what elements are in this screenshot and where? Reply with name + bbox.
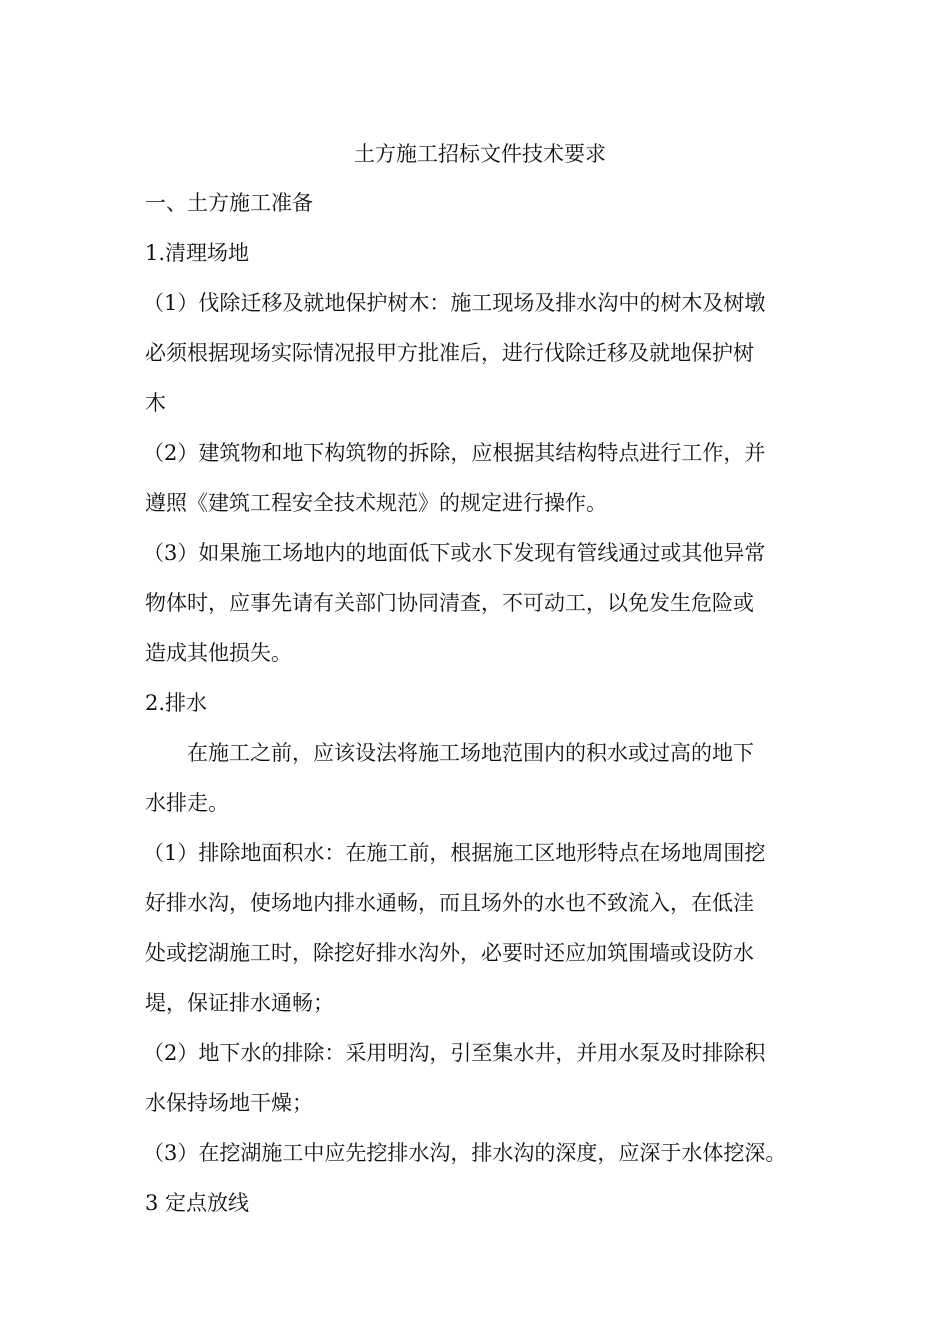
paragraph-line: 堤，保证排水通畅； bbox=[145, 991, 334, 1015]
paragraph-line: 造成其他损失。 bbox=[145, 641, 292, 665]
subsection-heading-1-1: 1.清理场地 bbox=[145, 241, 250, 265]
paragraph-line: （1）伐除迁移及就地保护树木：施工现场及排水沟中的树木及树墩 bbox=[143, 291, 766, 315]
paragraph-line: 好排水沟，使场地内排水通畅，而且场外的水也不致流入，在低洼 bbox=[145, 891, 754, 915]
paragraph-line: 水保持场地干燥； bbox=[145, 1091, 313, 1115]
paragraph-line: 木 bbox=[145, 391, 166, 415]
document-title: 土方施工招标文件技术要求 bbox=[354, 142, 606, 166]
paragraph-line: 处或挖湖施工时，除挖好排水沟外，必要时还应加筑围墙或设防水 bbox=[145, 941, 754, 965]
section-heading-1: 一、土方施工准备 bbox=[145, 191, 313, 215]
paragraph-line: 在施工之前，应该设法将施工场地范围内的积水或过高的地下 bbox=[187, 741, 754, 765]
paragraph-line: （1）排除地面积水：在施工前，根据施工区地形特点在场地周围挖 bbox=[143, 841, 766, 865]
paragraph-line: （3）如果施工场地内的地面低下或水下发现有管线通过或其他异常 bbox=[143, 541, 766, 565]
paragraph-line: 物体时，应事先请有关部门协同清查，不可动工，以免发生危险或 bbox=[145, 591, 754, 615]
paragraph-line: 水排走。 bbox=[145, 791, 229, 815]
paragraph-line: 必须根据现场实际情况报甲方批准后，进行伐除迁移及就地保护树 bbox=[145, 341, 754, 365]
subsection-heading-1-3: 3 定点放线 bbox=[145, 1191, 250, 1215]
subsection-heading-1-2: 2.排水 bbox=[145, 691, 208, 715]
paragraph-line: （3）在挖湖施工中应先挖排水沟，排水沟的深度，应深于水体挖深。 bbox=[143, 1141, 787, 1165]
paragraph-line: （2）建筑物和地下构筑物的拆除，应根据其结构特点进行工作，并 bbox=[143, 441, 766, 465]
document-body bbox=[145, 130, 815, 1228]
paragraph-line: （2）地下水的排除：采用明沟，引至集水井，并用水泵及时排除积 bbox=[143, 1041, 766, 1065]
paragraph-line: 遵照《建筑工程安全技术规范》的规定进行操作。 bbox=[145, 491, 607, 515]
